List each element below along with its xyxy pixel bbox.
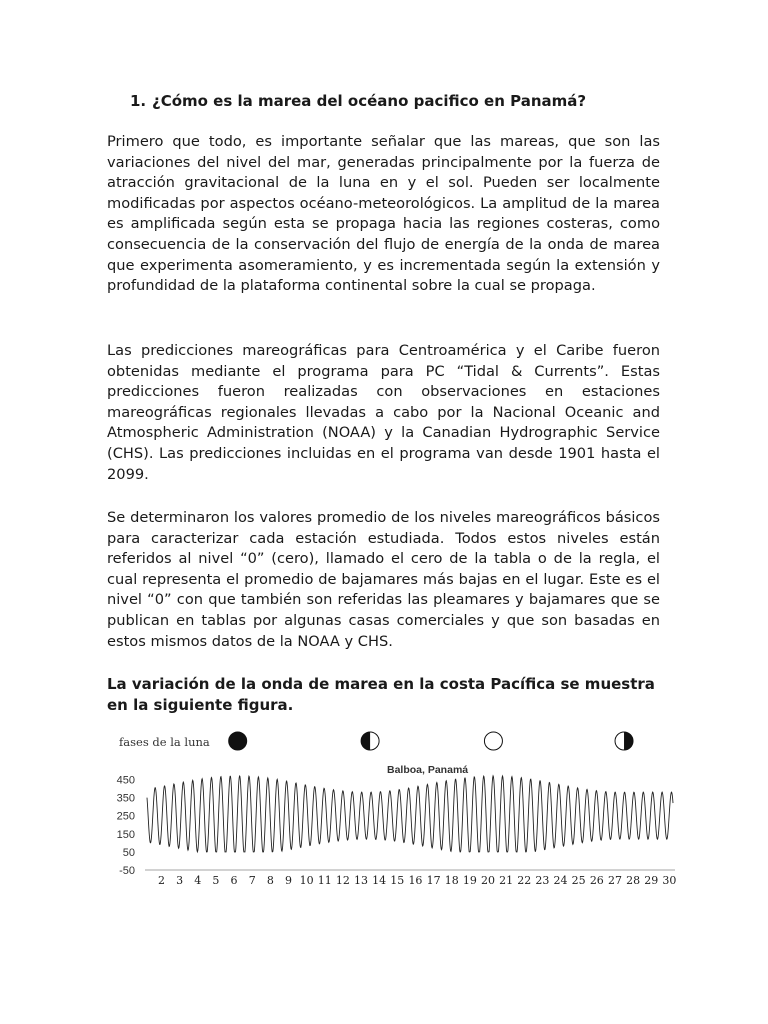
y-tick-label: 450 [116, 774, 135, 787]
x-tick-label: 27 [607, 874, 622, 887]
full-moon-icon [484, 732, 502, 750]
x-tick-label: 26 [589, 874, 604, 887]
x-tick-label: 19 [462, 874, 477, 887]
x-tick-label: 3 [176, 874, 184, 887]
x-tick-label: 17 [426, 874, 441, 887]
x-tick-label: 10 [299, 874, 314, 887]
x-tick-label: 9 [284, 874, 292, 887]
x-tick-label: 23 [535, 874, 550, 887]
x-tick-label: 13 [354, 874, 369, 887]
figure-caption: La variación de la onda de marea en la costa Pacífica se muestra en la siguiente figura. [107, 675, 655, 714]
y-tick-label: 150 [116, 828, 135, 841]
tide-series-line [147, 776, 673, 852]
x-tick-label: 21 [499, 874, 514, 887]
first-quarter-icon [361, 732, 379, 750]
y-tick-label: 350 [116, 792, 135, 805]
x-tick-label: 24 [553, 874, 568, 887]
chart-title: Balboa, Panamá [387, 764, 469, 776]
question-heading [130, 91, 690, 111]
x-tick-label: 7 [248, 874, 256, 887]
x-tick-label: 25 [571, 874, 586, 887]
question-number: 1. [130, 92, 147, 110]
x-tick-label: 5 [212, 874, 220, 887]
x-tick-label: 18 [444, 874, 459, 887]
x-tick-label: 30 [662, 874, 677, 887]
new-moon-icon [229, 732, 247, 750]
x-tick-label: 12 [335, 874, 350, 887]
x-tick-label: 22 [517, 874, 532, 887]
x-tick-label: 20 [480, 874, 495, 887]
paragraph-1: Primero que todo, es importante señalar que las mareas, que son las variaciones del nivel del mar, generadas principalmente por la fuerza de atracción gravitacional de la luna en y el sol. Pueden ser localmente modificadas por aspectos océano-meteorológicos. La amplitud de la marea es amplificada según esta se propaga hacia las regiones costeras, como consecuencia de la conservación del flujo de energía de la onda de marea que experimenta asomeramiento, y es incrementada según la extensión y profundidad de la plataforma continental sobre la cual se propaga. [107, 133, 660, 295]
moon-phases [229, 732, 633, 750]
question-text: ¿Cómo es la marea del océano pacifico en Panamá? [152, 92, 587, 110]
x-tick-label: 14 [372, 874, 387, 887]
y-tick-label: 250 [116, 810, 135, 823]
x-tick-label: 11 [317, 874, 332, 887]
x-tick-label: 2 [158, 874, 166, 887]
x-tick-label: 28 [626, 874, 641, 887]
y-tick-label: 50 [122, 846, 135, 859]
x-tick-label: 16 [408, 874, 423, 887]
paragraph-2: Las predicciones mareográficas para Centroamérica y el Caribe fueron obtenidas mediante el programa para PC “Tidal & Currents”. Estas predicciones fueron realizadas con observaciones en estaciones mareográficas regionales llevadas a cabo por la Nacional Oceanic and Atmospheric Administration (NOAA) y la Canadian Hydrographic Service (CHS). Las predicciones incluidas en el programa van desde 1901 hasta el 2099. [107, 342, 660, 483]
y-axis-ticks [117, 774, 135, 877]
x-tick-label: 29 [644, 874, 659, 887]
x-tick-label: 15 [390, 874, 405, 887]
x-tick-label: 4 [194, 874, 202, 887]
tide-chart [105, 726, 680, 891]
x-tick-label: 8 [266, 874, 274, 887]
y-tick-label: -50 [119, 865, 135, 877]
paragraph-3: Se determinaron los valores promedio de los niveles mareográficos básicos para caracterizar cada estación estudiada. Todos estos niveles están referidos al nivel “0” (cero), llamado el cero de la tabla o de la regla, el cual representa el promedio de bajamares más bajas en el lugar. Este es el nivel “0” con que también son referidas las pleamares y bajamares que se publican en tablas por algunas casas comerciales y que son basadas en estos mismos datos de la NOAA y CHS. [107, 509, 660, 650]
x-tick-label: 6 [230, 874, 238, 887]
last-quarter-icon [615, 732, 633, 750]
x-axis-ticks [158, 874, 676, 887]
moon-phases-label: fases de la luna [119, 735, 210, 749]
